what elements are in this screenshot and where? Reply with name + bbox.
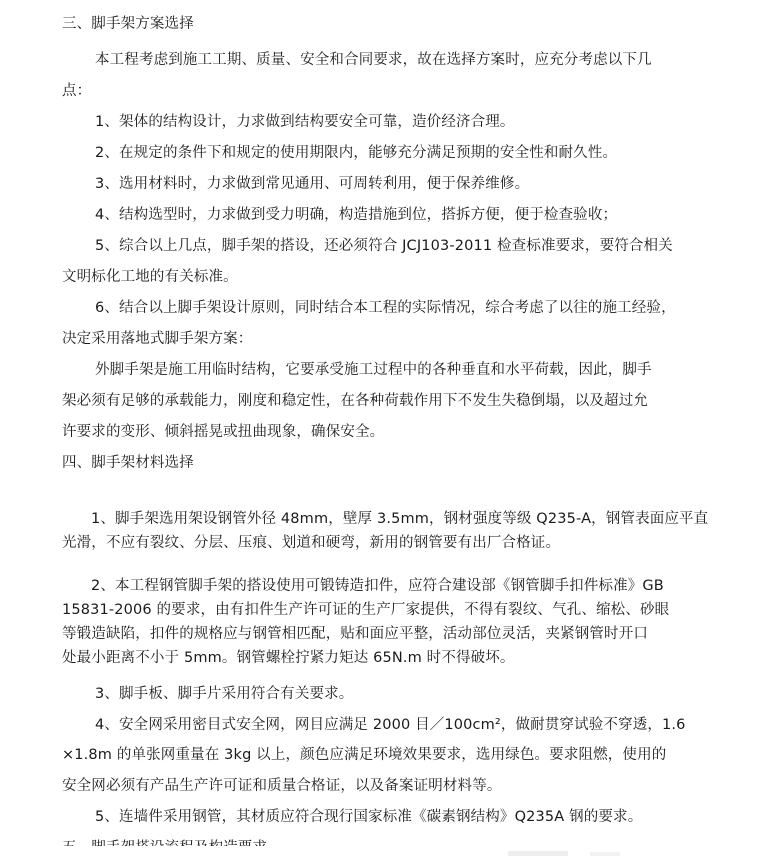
section-4-item-2-line-2: 15831-2006 的要求，由有扣件生产许可证的生产厂家提供，不得有裂纹、气孔、缩松、砂眼 <box>62 602 670 618</box>
section-3-item-3: 3、选用材料时，力求做到常见通用、可周转利用，便于保养维修。 <box>95 176 530 192</box>
section-3-paragraph-line-3: 许要求的变形、倾斜摇晃或扭曲现象，确保安全。 <box>62 424 385 440</box>
faint-mark <box>590 852 620 856</box>
section-3-item-6-line-2: 决定采用落地式脚手架方案： <box>62 331 253 347</box>
section-4-item-1-line-2: 光滑，不应有裂纹、分层、压痕、划道和硬弯，新用的钢管要有出厂合格证。 <box>62 535 561 551</box>
section-4-item-4-line-1: 4、安全网采用密目式安全网，网目应满足 2000 目／100cm²，做耐贯穿试验不穿透，1.6 <box>95 717 686 733</box>
section-3-item-5-line-1: 5、综合以上几点，脚手架的搭设，还必须符合 JCJ103-2011 检查标准要求，要符合相关 <box>95 238 673 254</box>
section-3-item-5-line-2: 文明标化工地的有关标准。 <box>62 269 238 285</box>
section-3-heading: 三、脚手架方案选择 <box>62 16 194 32</box>
section-3-item-2: 2、在规定的条件下和规定的使用期限内，能够充分满足预期的安全性和耐久性。 <box>95 145 618 161</box>
section-3-item-4: 4、结构选型时，力求做到受力明确，构造措施到位，搭拆方便，便于检查验收； <box>95 207 618 223</box>
section-4-item-3: 3、脚手板、脚手片采用符合有关要求。 <box>95 686 354 702</box>
section-4-heading: 四、脚手架材料选择 <box>62 455 194 471</box>
section-4-item-4-line-3: 安全网必须有产品生产许可证和质量合格证，以及备案证明材料等。 <box>62 778 502 794</box>
section-3-intro-line-2: 点： <box>62 83 92 99</box>
section-4-item-2-line-1: 2、本工程钢管脚手架的搭设使用可锻铸造扣件，应符合建设部《钢管脚手扣件标准》GB <box>91 578 664 594</box>
section-3-paragraph-line-1: 外脚手架是施工用临时结构，它要承受施工过程中的各种垂直和水平荷载，因此，脚手 <box>95 362 652 378</box>
section-4-item-4-line-2: ×1.8m 的单张网重量在 3kg 以上，颜色应满足环境效果要求，选用绿色。要求阻燃，使用的 <box>62 747 667 763</box>
section-4-item-2-line-3: 等锻造缺陷，扣件的规格应与钢管相匹配，贴和面应平整，活动部位灵活，夹紧钢管时开口 <box>62 626 648 642</box>
section-3-item-6-line-1: 6、结合以上脚手架设计原则，同时结合本工程的实际情况，综合考虑了以往的施工经验， <box>95 300 676 316</box>
page-crop-edge <box>0 846 782 857</box>
section-4-item-1-line-1: 1、脚手架选用架设钢管外径 48mm，壁厚 3.5mm，钢材强度等级 Q235-A，钢管表面应平直 <box>91 511 709 527</box>
section-4-item-5: 5、连墙件采用钢管，其材质应符合现行国家标准《碳素钢结构》Q235A 钢的要求。 <box>95 809 643 825</box>
section-3-item-1: 1、架体的结构设计，力求做到结构要安全可靠，造价经济合理。 <box>95 114 515 130</box>
section-4-item-2-line-4: 处最小距离不小于 5mm。钢管螺栓拧紧力矩达 65N.m 时不得破坏。 <box>62 650 515 666</box>
section-3-paragraph-line-2: 架必须有足够的承载能力，刚度和稳定性，在各种荷载作用下不发生失稳倒塌，以及超过允 <box>62 393 648 409</box>
section-3-intro-line-1: 本工程考虑到施工工期、质量、安全和合同要求，故在选择方案时，应充分考虑以下几 <box>95 52 652 68</box>
faint-mark <box>508 851 568 856</box>
